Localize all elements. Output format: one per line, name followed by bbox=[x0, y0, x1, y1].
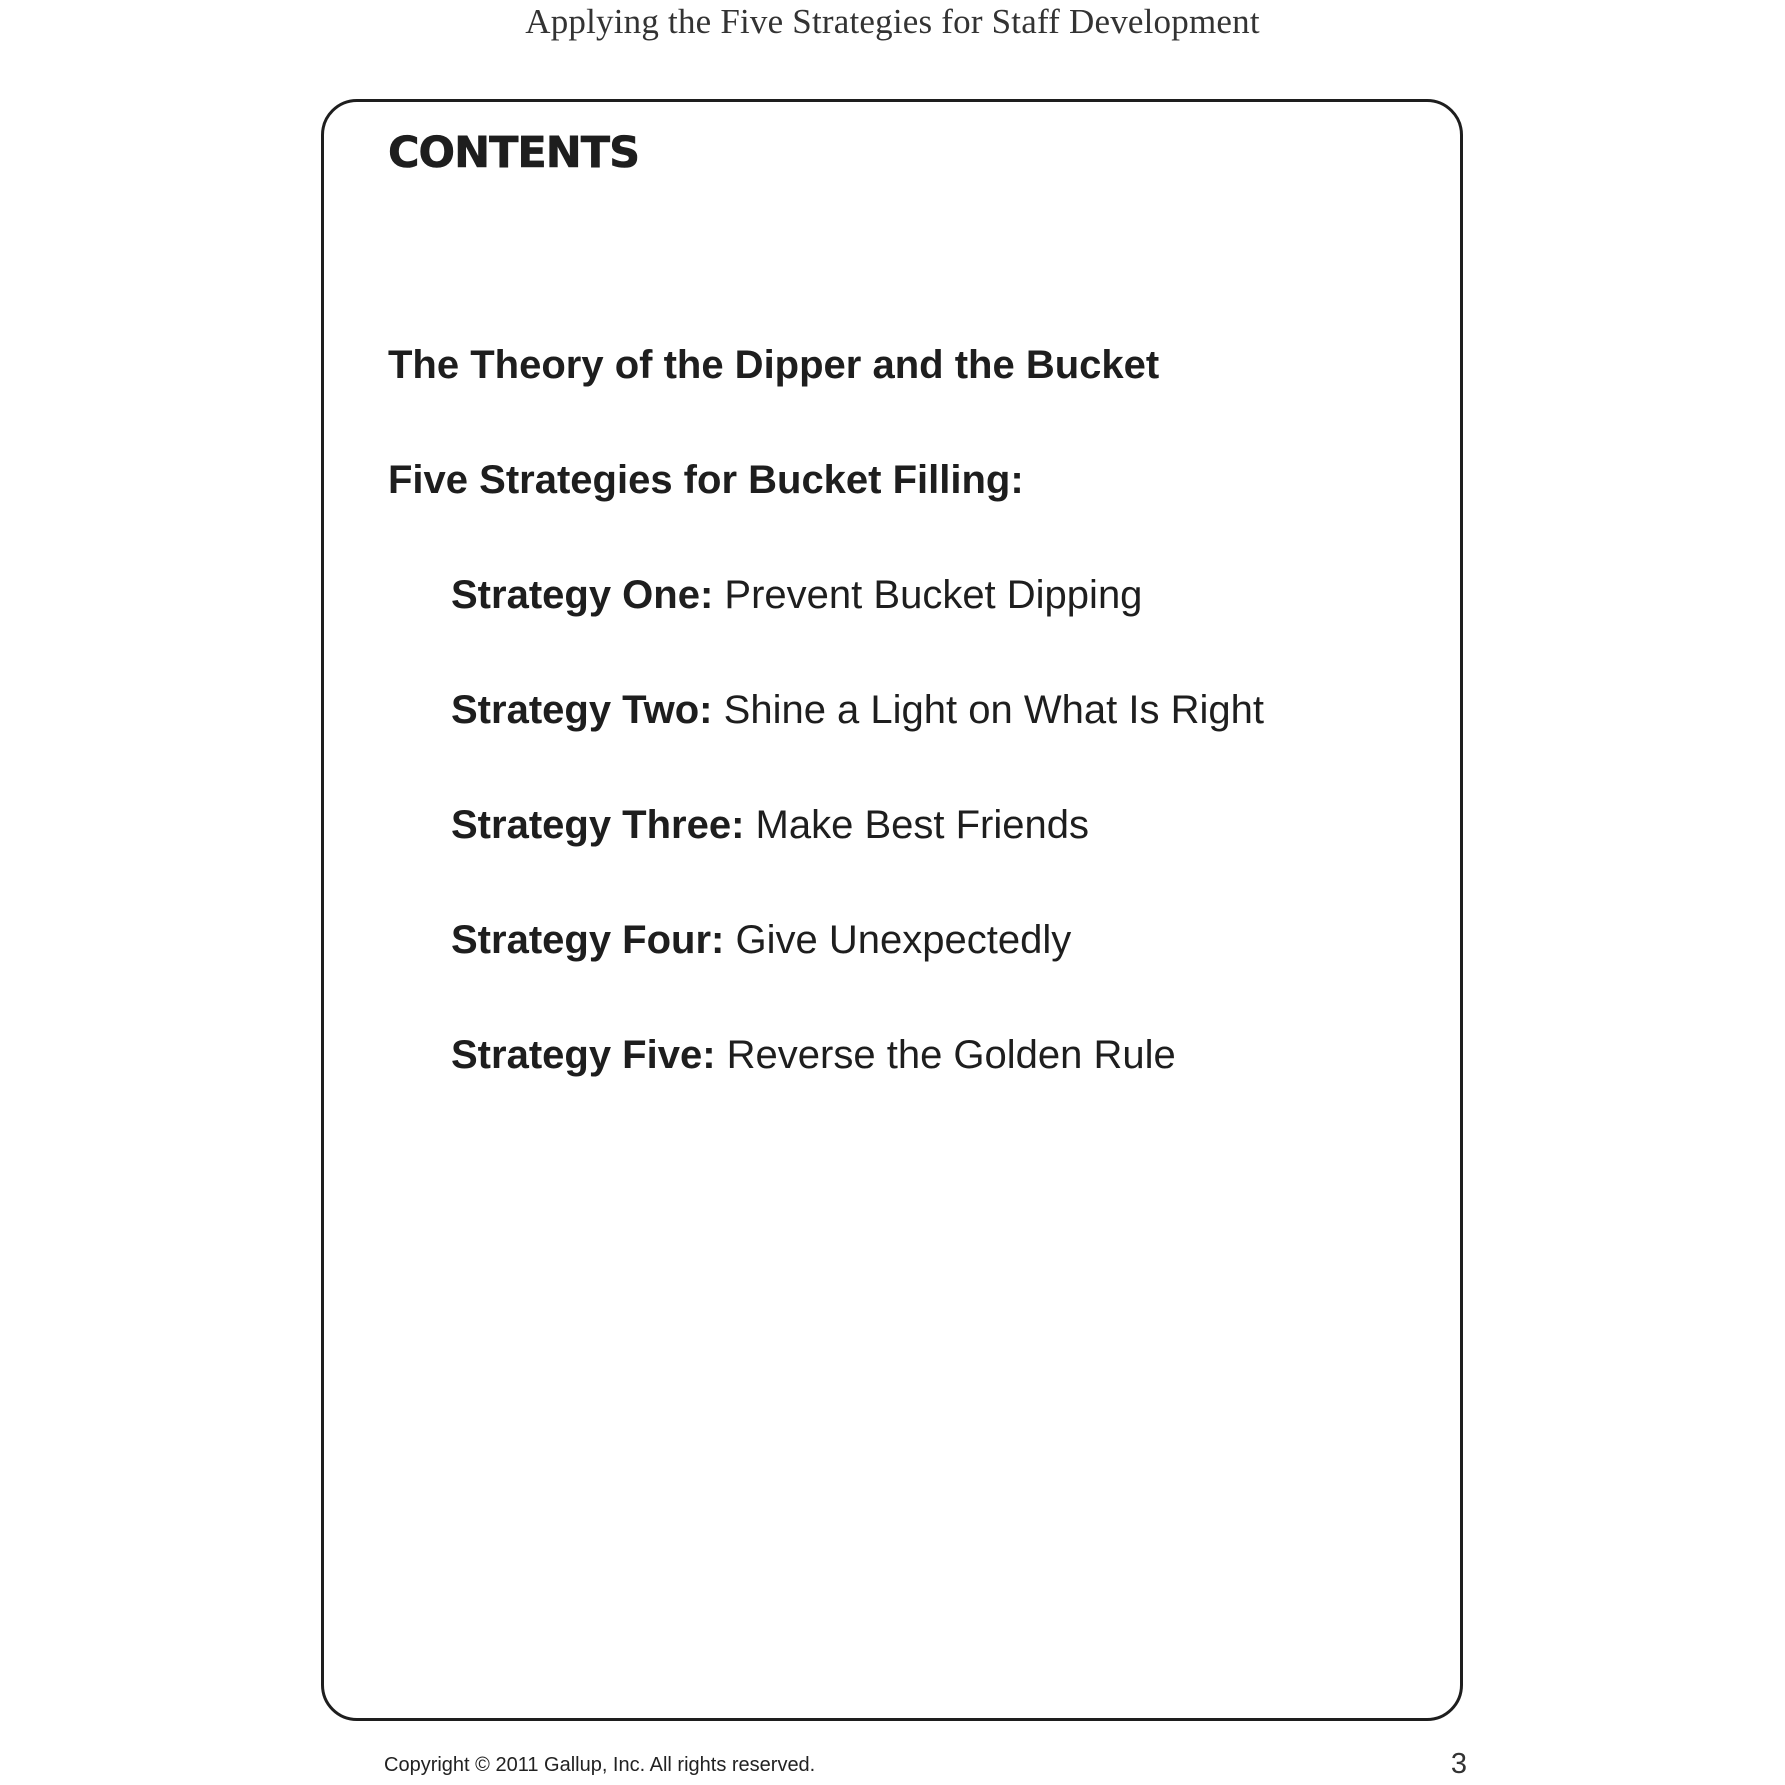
running-header: Applying the Five Strategies for Staff Development bbox=[525, 2, 1260, 41]
toc-strategy-two bbox=[451, 686, 1264, 734]
strategy-label: Strategy Two: bbox=[451, 688, 713, 732]
strategy-label: Strategy Three: bbox=[451, 803, 745, 847]
strategy-title: Prevent Bucket Dipping bbox=[724, 573, 1143, 617]
toc-strategy-five bbox=[451, 1031, 1176, 1079]
page-number: 3 bbox=[1450, 1748, 1467, 1780]
contents-box bbox=[321, 99, 1463, 1721]
strategy-label: Strategy Five: bbox=[451, 1033, 716, 1077]
toc-strategy-one bbox=[451, 571, 1142, 619]
strategy-title: Give Unexpectedly bbox=[735, 918, 1072, 962]
strategy-label: Strategy One: bbox=[451, 573, 714, 617]
strategy-title: Shine a Light on What Is Right bbox=[723, 688, 1264, 732]
strategy-title: Reverse the Golden Rule bbox=[726, 1033, 1176, 1077]
copyright-notice: Copyright © 2011 Gallup, Inc. All rights reserved. bbox=[384, 1754, 816, 1776]
toc-entry-theory: The Theory of the Dipper and the Bucket bbox=[388, 343, 1160, 387]
toc-entry-five-strategies: Five Strategies for Bucket Filling: bbox=[388, 458, 1024, 502]
strategy-label: Strategy Four: bbox=[451, 918, 725, 962]
strategy-title: Make Best Friends bbox=[755, 803, 1090, 847]
contents-heading: CONTENTS bbox=[388, 128, 640, 178]
toc-strategy-three bbox=[451, 801, 1089, 849]
toc-strategy-four bbox=[451, 916, 1071, 964]
